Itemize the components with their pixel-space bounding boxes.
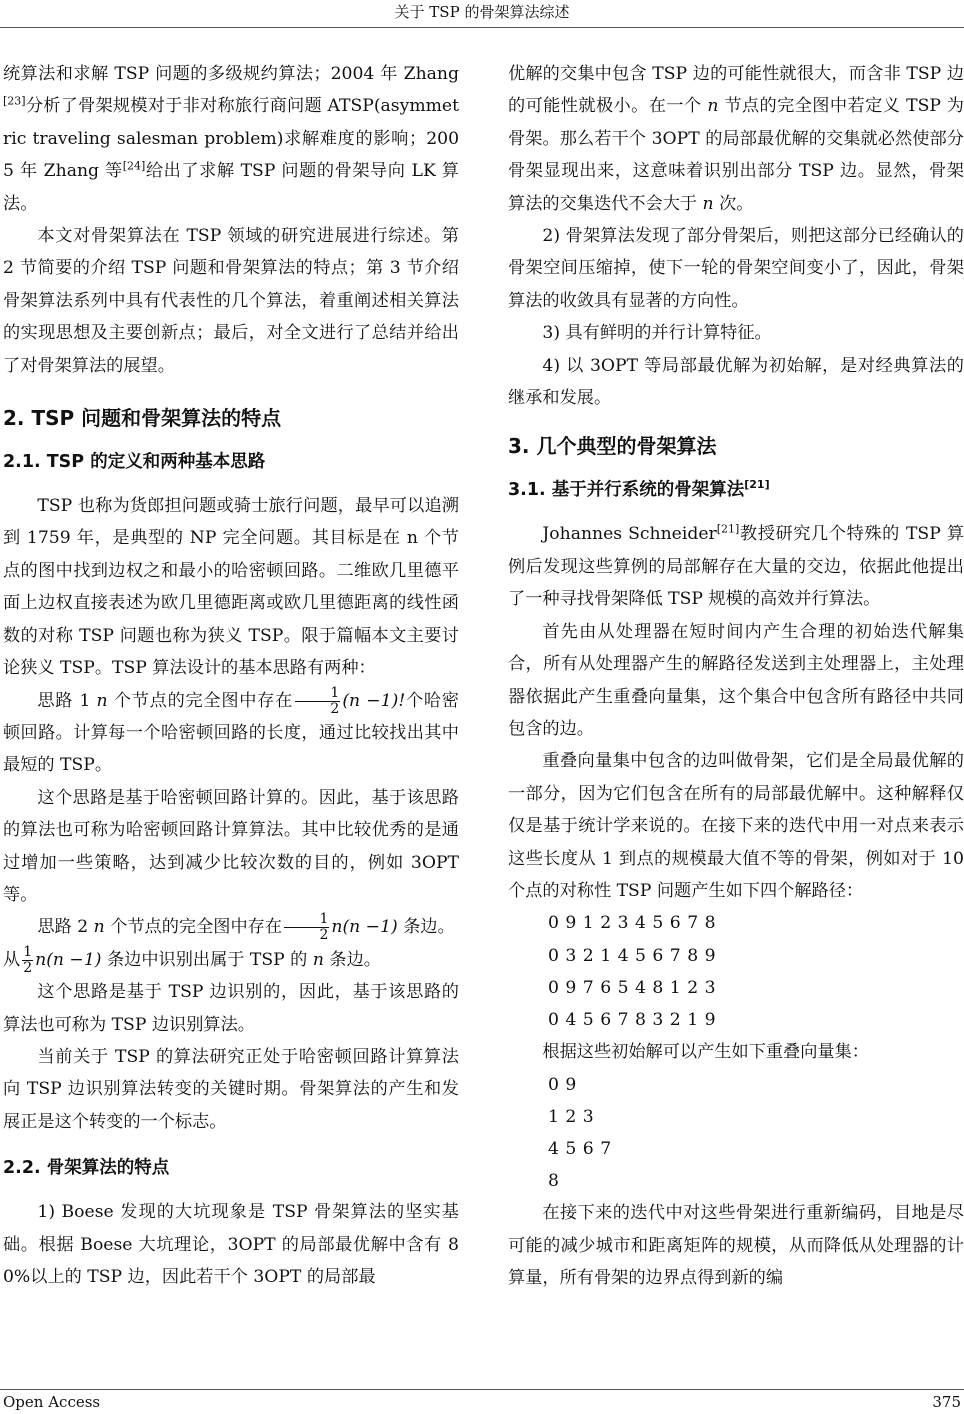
- citation: [23]: [3, 94, 26, 108]
- text-run: 教授研究几个特殊的 TSP 算例后发现这些算例的局部解存在大量的交边，依据此他提出了一种寻找骨架降低 TSP 规模的高效并行算法。: [508, 524, 964, 610]
- paragraph: TSP 也称为货郎担问题或骑士旅行问题，最早可以追溯到 1759 年，是典型的 NP 完全问题。其目标是在 n 个节点的图中找到边权之和最小的哈密顿回路。二维欧几里德平面上边权直接表述为欧几里德距离或欧几里德距离的线性函数的对称 TSP 问题也称为狭义 TSP。限于篇幅本文主要讨论狭义 TSP。TSP 算法设计的基本思路有两种：: [3, 496, 459, 679]
- citation: [21]: [716, 522, 740, 536]
- math-variable: n: [93, 917, 105, 938]
- paragraph: 在接下来的迭代中对这些骨架进行重新编码，目地是尽可能的减少城市和距离矩阵的规模，从而降低从处理器的计算量，所有骨架的边界点得到新的编: [508, 1203, 964, 1289]
- solution-path: 0 4 5 6 7 8 3 2 1 9: [548, 1009, 717, 1030]
- citation: [24]: [122, 159, 146, 173]
- text-run: 给出了求解 TSP 问题的骨架导向 LK 算法。: [3, 161, 459, 214]
- page-number: 375: [932, 1393, 961, 1411]
- paragraph: 3) 具有鲜明的并行计算特征。: [542, 323, 772, 344]
- math-variable: n: [96, 690, 108, 711]
- math-expression: (n −1)!: [342, 690, 406, 711]
- text-run: 个节点的完全图中存在: [107, 690, 293, 711]
- subsection-heading: [508, 474, 964, 506]
- text-run: 统算法和求解 TSP 问题的多级规约算法；2004 年 Zhang: [3, 64, 459, 84]
- text-run: 条边中识别出属于 TSP 的: [101, 949, 313, 970]
- paragraph: 重叠向量集中包含的边叫做骨架，它们是全局最优解的一部分，因为它们包含在所有的局部最优解中。这种解释仅仅是基于统计学来说的。在接下来的迭代中用一对点来表示这些长度从 1 到点的规模最大值不等的骨架，例如对于 10 个点的对称性 TSP 问题产生如下四个解路径：: [508, 751, 964, 901]
- text-run: 分析了骨架规模对于非对称旅行商问题 ATSP(asymmetric traveling salesman problem)求解难度的影响；2005 年 Zhang 等: [3, 96, 459, 182]
- overlap-vector: 8: [548, 1171, 560, 1192]
- text-run: 从: [3, 949, 21, 970]
- right-column: [508, 58, 964, 1295]
- text-run: 思路 1: [37, 690, 97, 711]
- heading-text: 3.1. 基于并行系统的骨架算法: [508, 480, 745, 501]
- text-run: 次。: [713, 193, 754, 214]
- paragraph: 本文对骨架算法在 TSP 领域的研究进展进行综述。第 2 节简要的介绍 TSP 问题和骨架算法的特点；第 3 节介绍骨架算法系列中具有代表性的几个算法，着重阐述相关算法的实现思想及主要创新点；最后，对全文进行了总结并给出了对骨架算法的展望。: [3, 226, 459, 376]
- overlap-vector: 0 9: [548, 1074, 577, 1095]
- paragraph: 1) Boese 发现的大坑现象是 TSP 骨架算法的坚实基础。根据 Boese 大坑理论，3OPT 的局部最优解中含有 80%以上的 TSP 边，因此若干个 3OPT 的局部最: [3, 1202, 459, 1287]
- solution-path: 0 9 7 6 5 4 8 1 2 3: [548, 977, 717, 998]
- paragraph: 根据这些初始解可以产生如下重叠向量集：: [542, 1042, 869, 1063]
- running-head-title: 关于 TSP 的骨架算法综述: [394, 3, 570, 21]
- text-run: 思路 2: [37, 917, 94, 938]
- text-run: 个哈密顿回路。计算每一个哈密顿回路的长度，通过比较找出其中最短的 TSP。: [3, 690, 459, 776]
- header-rule: [0, 27, 964, 28]
- text-run: 个节点的完全图中存在: [104, 917, 283, 938]
- left-column: [3, 58, 459, 1293]
- math-expression: n(n −1): [35, 949, 102, 970]
- paragraph: [3, 58, 459, 220]
- solution-path: 0 3 2 1 4 5 6 7 8 9: [548, 945, 717, 966]
- section-heading: 2. TSP 问题和骨架算法的特点: [3, 406, 282, 431]
- paragraph: 这个思路是基于 TSP 边识别的，因此，基于该思路的算法也可称为 TSP 边识别算法。: [3, 982, 459, 1035]
- math-expression: n(n −1): [331, 917, 398, 938]
- footer-rule: [0, 1389, 964, 1390]
- paragraph: [3, 944, 459, 976]
- text-run: Johannes Schneider: [542, 524, 717, 545]
- text-run: 条边。: [323, 949, 381, 970]
- math-variable: n: [312, 949, 324, 970]
- paragraph: 首先由从处理器在短时间内产生合理的初始迭代解集合，所有从处理器产生的解路径发送到主处理器上，主处理器依据此产生重叠向量集，这个集合中包含所有路径中共同包含的边。: [508, 621, 964, 739]
- paragraph: 2) 骨架算法发现了部分骨架后，则把这部分已经确认的骨架空间压缩掉，使下一轮的骨架空间变小了，因此，骨架算法的收敛具有显著的方向性。: [508, 226, 964, 311]
- subsection-heading: 2.2. 骨架算法的特点: [3, 1158, 170, 1179]
- footer-journal: Open Access: [3, 1393, 101, 1411]
- text-run: 节点的完全图中若定义 TSP 为骨架。那么若干个 3OPT 的局部最优解的交集就必然使部分骨架显现出来，这意味着识别出部分 TSP 边。显然，骨架算法的交集迭代不会大于: [508, 96, 964, 214]
- text-run: 优解的交集中包含 TSP 边的可能性就很大，而含非 TSP 边的可能性就极小。在一个: [508, 64, 964, 117]
- subsection-heading: 2.1. TSP 的定义和两种基本思路: [3, 452, 266, 473]
- math-variable: n: [702, 193, 714, 214]
- paragraph: [508, 518, 964, 615]
- paragraph: [508, 58, 964, 220]
- paragraph: [3, 685, 459, 782]
- paragraph: 这个思路是基于哈密顿回路计算的。因此，基于该思路的算法也可称为哈密顿回路计算算法。其中比较优秀的是通过增加一些策略，达到减少比较次数的目的，例如 3OPT 等。: [3, 787, 459, 905]
- fraction: $\frac{1}{2}$: [284, 912, 329, 943]
- text-run: 条边。: [397, 917, 455, 938]
- paragraph: 4) 以 3OPT 等局部最优解为初始解，是对经典算法的继承和发展。: [508, 355, 964, 409]
- paragraph: [3, 911, 459, 943]
- math-variable: n: [707, 96, 719, 117]
- fraction: $\frac{1}{2}$: [295, 686, 340, 717]
- solution-path: 0 9 1 2 3 4 5 6 7 8: [548, 913, 717, 934]
- citation: [21]: [744, 478, 770, 492]
- overlap-vector: 4 5 6 7: [548, 1138, 612, 1159]
- section-heading: 3. 几个典型的骨架算法: [508, 434, 717, 459]
- paragraph: 当前关于 TSP 的算法研究正处于哈密顿回路计算算法向 TSP 边识别算法转变的关键时期。骨架算法的产生和发展正是这个转变的一个标志。: [3, 1046, 459, 1132]
- fraction: $\frac{1}{2}$: [23, 943, 33, 976]
- overlap-vector: 1 2 3: [548, 1106, 595, 1127]
